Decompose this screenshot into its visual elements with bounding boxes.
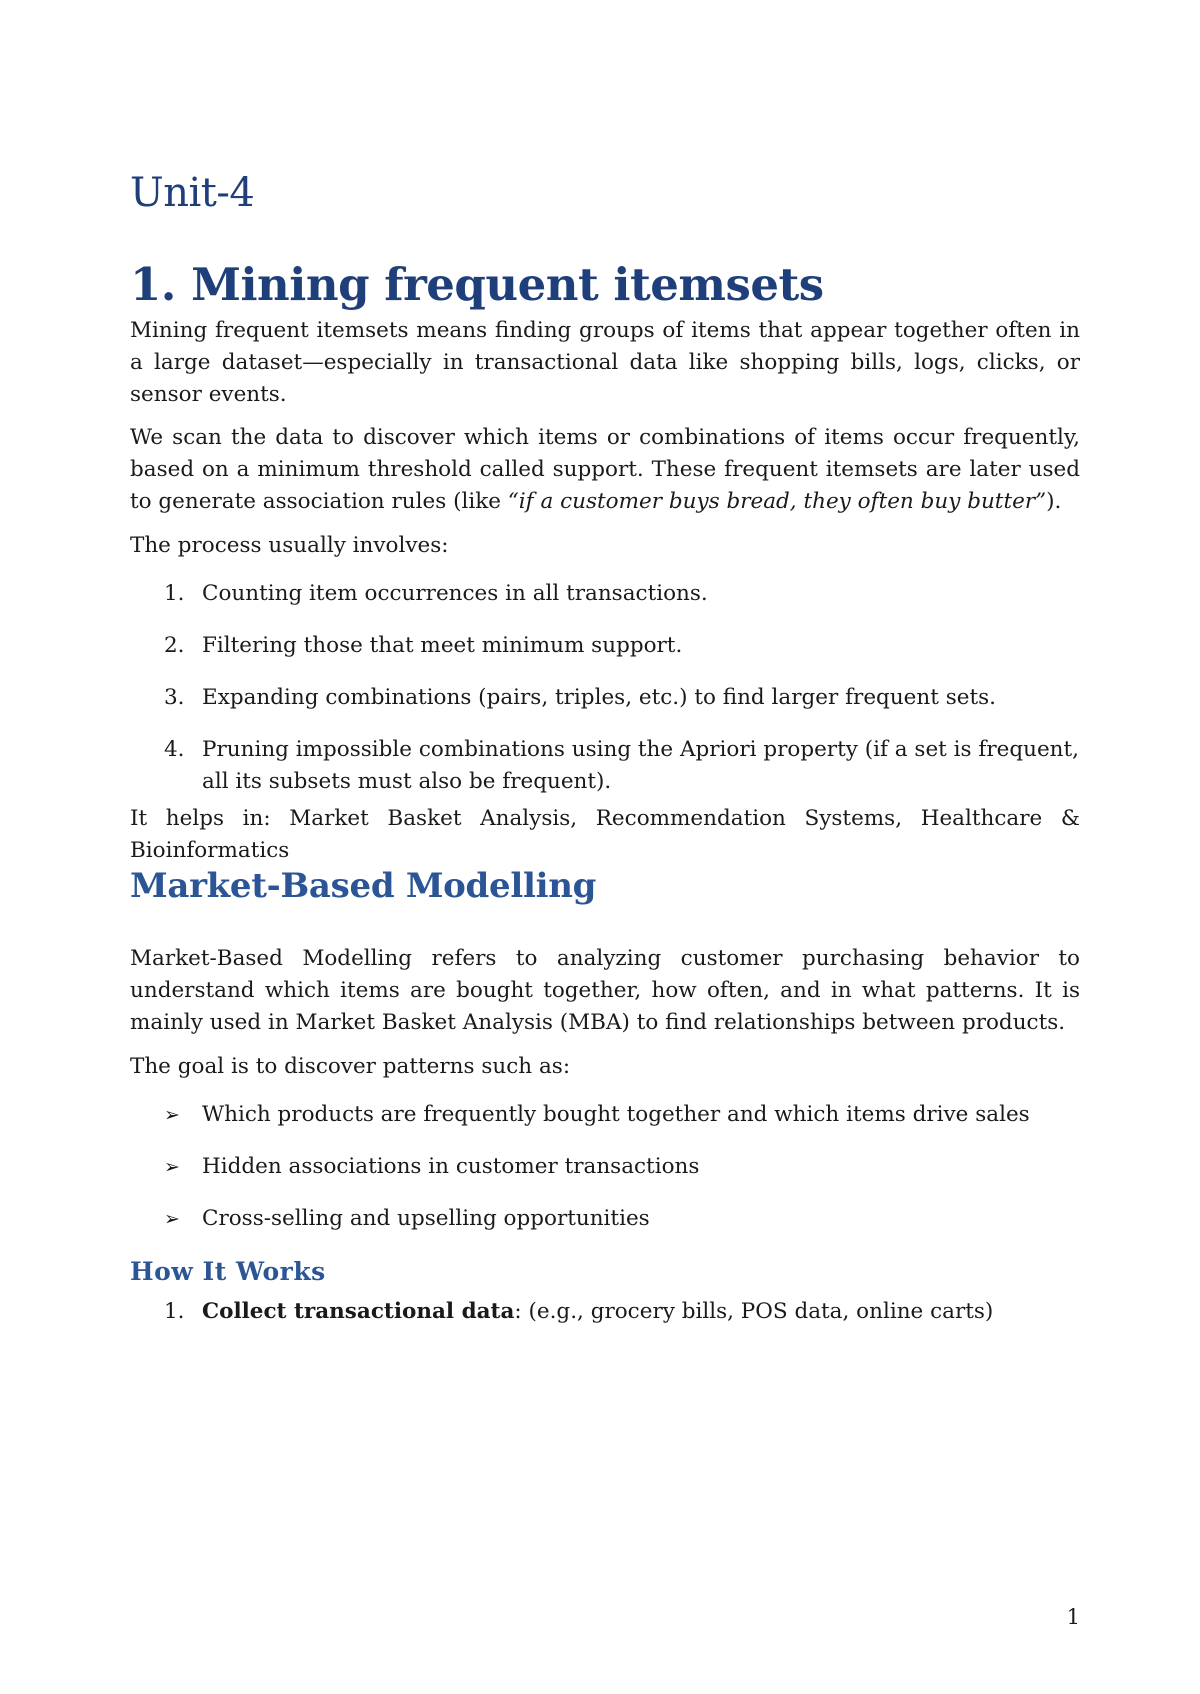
main-title: 1. Mining frequent itemsets xyxy=(130,258,824,311)
process-step xyxy=(130,578,1080,610)
section-title: Market-Based Modelling xyxy=(130,866,597,906)
goal-bullet xyxy=(130,1203,1080,1235)
goal-intro: The goal is to discover patterns such as: xyxy=(130,1054,571,1079)
scan-paragraph-text: We scan the data to discover which items or combinations of items occur frequently, based on a minimum threshold called support. These frequent itemsets are later used to generate association rules (like xyxy=(130,425,1080,514)
section-paragraph: Market-Based Modelling refers to analyzing customer purchasing behavior to understand which items are bought together, how often, and in what patterns. It is mainly used in Market Basket Analysis (MBA) to find relationships between products. xyxy=(130,946,1080,1035)
list-item-text: Expanding combinations (pairs, triples, etc.) to find larger frequent sets. xyxy=(202,685,996,710)
list-item-text: Pruning impossible combinations using the Apriori property (if a set is frequent, all its subsets must also be frequent). xyxy=(202,737,1080,794)
process-intro: The process usually involves: xyxy=(130,533,449,558)
list-item-text: Which products are frequently bought together and which items drive sales xyxy=(202,1102,1030,1127)
list-marker: 3. xyxy=(164,685,185,710)
list-item-text: Counting item occurrences in all transactions. xyxy=(202,581,708,606)
how-step-rest: : (e.g., grocery bills, POS data, online carts) xyxy=(514,1299,994,1324)
intro-paragraph: Mining frequent itemsets means finding groups of items that appear together often in a large dataset—especially in transactional data like shopping bills, logs, clicks, or sensor events. xyxy=(130,318,1080,407)
goal-bullet xyxy=(130,1099,1080,1131)
process-step xyxy=(130,630,1080,662)
list-item-text: Cross-selling and upselling opportunities xyxy=(202,1206,650,1231)
list-marker: 1. xyxy=(164,581,185,606)
list-item-text: Hidden associations in customer transactions xyxy=(202,1154,700,1179)
unit-title: Unit-4 xyxy=(130,170,255,216)
process-step xyxy=(130,734,1080,798)
list-marker: 1. xyxy=(164,1299,185,1324)
scan-paragraph-end: ). xyxy=(1046,489,1062,514)
helps-paragraph: It helps in: Market Basket Analysis, Recommendation Systems, Healthcare & Bioinformatics xyxy=(130,806,1080,863)
page-number: 1 xyxy=(1066,1605,1080,1629)
process-step xyxy=(130,682,1080,714)
list-item-text: Filtering those that meet minimum support. xyxy=(202,633,683,658)
list-marker: 4. xyxy=(164,737,185,762)
scan-paragraph-example: “if a customer buys bread, they often buy butter” xyxy=(507,489,1047,514)
scan-paragraph xyxy=(130,422,1080,518)
arrow-bullet-icon: ➢ xyxy=(164,1156,180,1178)
how-step-bold: Collect transactional data xyxy=(202,1299,515,1324)
how-step xyxy=(130,1296,1080,1328)
subsection-title: How It Works xyxy=(130,1257,326,1286)
list-item-text xyxy=(202,1296,1080,1328)
arrow-bullet-icon: ➢ xyxy=(164,1104,180,1126)
goal-bullet xyxy=(130,1151,1080,1183)
arrow-bullet-icon: ➢ xyxy=(164,1208,180,1230)
list-marker: 2. xyxy=(164,633,185,658)
